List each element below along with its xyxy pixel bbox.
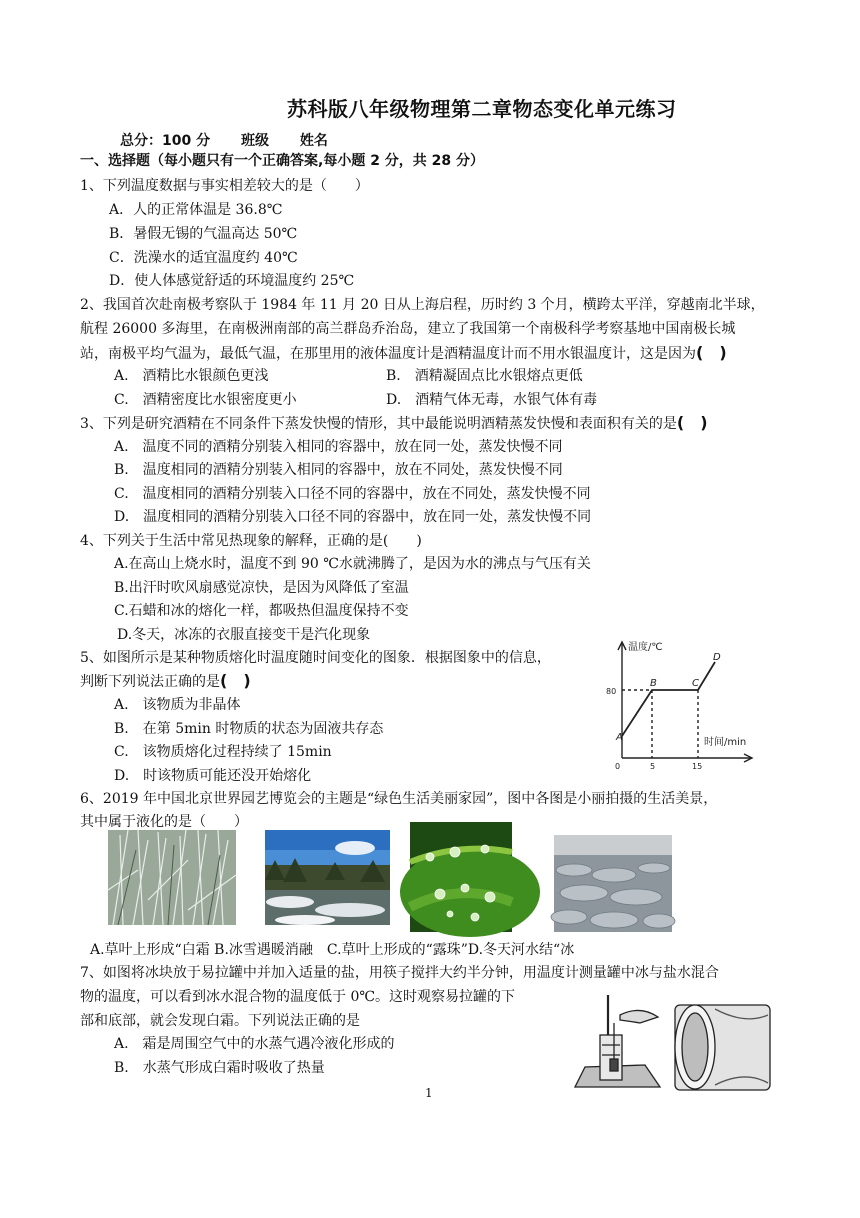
q2-line-1: 2、我国首次赴南极考察队于 1984 年 11 月 20 日从上海启程，历时约 3 个月，横跨太平洋，穿越南北半球， — [80, 297, 765, 313]
q2-option-d: D. 酒精气体无毒，水银气体有毒 — [386, 392, 598, 408]
q6-line-2: 其中属于液化的是（ ） — [80, 814, 248, 830]
q1-option-b: B．暑假无锡的气温高达 50℃ — [109, 226, 298, 242]
frozen-river-photo — [554, 835, 672, 932]
page-number: 1 — [425, 1086, 433, 1100]
point-b: B — [650, 678, 657, 689]
q5-line-2: 判断下列说法正确的是( ) — [80, 671, 251, 690]
graph-y-tick: 80 — [606, 687, 617, 696]
q1-option-d: D．使人体感觉舒适的环境温度约 25℃ — [109, 273, 355, 289]
point-c: C — [692, 678, 699, 689]
q3-option-b: B. 温度相同的酒精分别装入相同的容器中，放在不同处，蒸发快慢不同 — [114, 462, 563, 478]
q4-stem: 4、下列关于生活中常见热现象的解释，正确的是( ) — [80, 533, 422, 549]
answer-bracket: ( ) — [220, 671, 251, 690]
q2-option-a: A. 酒精比水银颜色更浅 — [114, 368, 269, 384]
graph-x-tick-15: 15 — [692, 762, 703, 771]
q4-option-d: D.冬天，冰冻的衣服直接变干是汽化现象 — [117, 627, 371, 643]
graph-x-tick-5: 5 — [650, 762, 656, 771]
answer-bracket: ( ) — [696, 343, 727, 362]
temperature-curve — [622, 662, 715, 736]
q2-option-b: B. 酒精凝固点比水银熔点更低 — [386, 368, 583, 384]
q3-option-d: D. 温度相同的酒精分别装入口径不同的容器中，放在同一处，蒸发快慢不同 — [114, 509, 592, 525]
q1-stem: 1、下列温度数据与事实相差较大的是（ ） — [80, 178, 369, 194]
q5-option-a: A. 该物质为非晶体 — [114, 697, 241, 713]
answer-bracket: ( ) — [676, 413, 708, 432]
page-title: 苏科版八年级物理第二章物态变化单元练习 — [287, 97, 677, 121]
q2-option-c: C. 酒精密度比水银密度更小 — [114, 392, 297, 408]
q1-option-c: C．洗澡水的适宜温度约 40℃ — [109, 250, 298, 266]
q7-line-3: 部和底部，就会发现白霜。下列说法正确的是 — [80, 1013, 360, 1029]
class-field: 班级 — [240, 133, 269, 149]
name-field: 姓名 — [299, 133, 328, 149]
point-d: D — [713, 652, 721, 663]
q6-line-1: 6、2019 年中国北京世界园艺博览会的主题是“绿色生活美丽家园”，图中各图是小丽拍摄的生活美景， — [80, 791, 718, 807]
graph-xlabel: 时间/min — [704, 737, 747, 748]
total-score: 总分：100 分 — [120, 133, 211, 149]
graph-ylabel: 温度/℃ — [628, 642, 663, 653]
q3-option-c: C. 温度相同的酒精分别装入口径不同的容器中，放在不同处，蒸发快慢不同 — [114, 486, 591, 502]
q5-option-b: B. 在第 5min 时物质的状态为固液共存态 — [114, 721, 384, 737]
q3-stem: 3、下列是研究酒精在不同条件下蒸发快慢的情形，其中最能说明酒精蒸发快慢和表面积有关的是( ) — [80, 413, 708, 432]
q5-option-c: C. 该物质熔化过程持续了 15min — [114, 744, 332, 760]
q2-line-3: 站，南极平均气温为，最低气温，在那里用的液体温度计是酒精温度计而不用水银温度计，这是因为( ) — [80, 343, 727, 362]
frost-grass-photo — [108, 830, 236, 925]
melting-curve-graph — [606, 634, 762, 772]
can-frost-figure — [570, 995, 775, 1095]
q7-line-2: 物的温度，可以看到冰水混合物的温度低于 0℃。这时观察易拉罐的下 — [80, 989, 516, 1005]
graph-origin: 0 — [615, 762, 621, 771]
q2-line-2: 航程 26000 多海里，在南极洲南部的高兰群岛乔治岛，建立了我国第一个南极科学考察基地中国南极长城 — [80, 321, 736, 337]
q3-option-a: A. 温度不同的酒精分别装入相同的容器中，放在同一处，蒸发快慢不同 — [114, 439, 563, 455]
q7-line-1: 7、如图将冰块放于易拉罐中并加入适量的盐，用筷子搅拌大约半分钟，用温度计测量罐中冰与盐水混合 — [80, 965, 719, 981]
q7-option-b: B. 水蒸气形成白霜时吸收了热量 — [114, 1060, 325, 1076]
q4-option-c: C.石蜡和冰的熔化一样，都吸热但温度保持不变 — [114, 603, 409, 619]
q7-option-a: A. 霜是周围空气中的水蒸气遇冷液化形成的 — [114, 1036, 395, 1052]
melting-snow-river-photo — [265, 830, 390, 925]
q1-option-a: A．人的正常体温是 36.8℃ — [109, 202, 283, 218]
section-heading: 一、选择题（每小题只有一个正确答案,每小题 2 分，共 28 分） — [80, 153, 485, 169]
point-a: A — [616, 732, 623, 743]
q6-options: A.草叶上形成“白霜 B.冰雪遇暖消融 C.草叶上形成的“露珠”D.冬天河水结“冰 — [90, 942, 575, 958]
exam-meta — [120, 130, 354, 150]
dewdrops-leaf-photo — [410, 822, 512, 932]
q4-option-b: B.出汗时吹风扇感觉凉快，是因为风降低了室温 — [114, 580, 409, 596]
q5-line-1: 5、如图所示是某种物质熔化时温度随时间变化的图象．根据图象中的信息， — [80, 650, 551, 666]
q4-option-a: A.在高山上烧水时，温度不到 90 ℃水就沸腾了，是因为水的沸点与气压有关 — [114, 556, 591, 572]
q5-option-d: D. 时该物质可能还没开始熔化 — [114, 768, 312, 784]
